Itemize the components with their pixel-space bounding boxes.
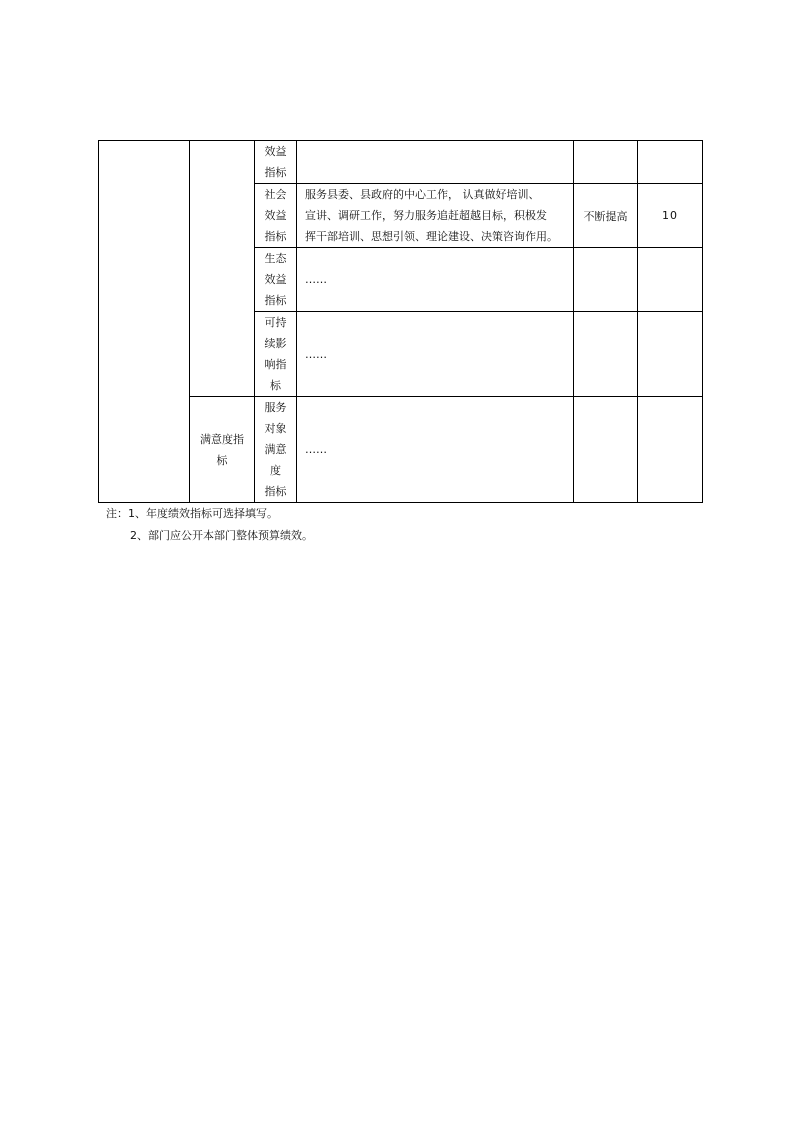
indicator-score xyxy=(638,397,703,503)
indicator-content: …… xyxy=(297,397,574,503)
table-row xyxy=(99,397,703,503)
indicator-score xyxy=(638,312,703,397)
sub-indicator-label: 社会 效益 指标 xyxy=(255,184,297,248)
footnotes xyxy=(106,503,313,547)
indicator-value: 不断提高 xyxy=(574,184,638,248)
sub-indicator-label: 服务 对象 满意 度 指标 xyxy=(255,397,297,503)
performance-indicator-table xyxy=(98,140,703,503)
indicator-value xyxy=(574,397,638,503)
indicator-value xyxy=(574,312,638,397)
table-row xyxy=(99,141,703,184)
sub-indicator-label: 效益 指标 xyxy=(255,141,297,184)
footnote-2: 2、部门应公开本部门整体预算绩效。 xyxy=(130,529,313,542)
indicator-content: …… xyxy=(297,248,574,312)
indicator-content xyxy=(297,141,574,184)
level1-cell-empty xyxy=(99,141,190,503)
level2-cell-empty xyxy=(190,141,255,397)
sub-indicator-label: 可持 续影 响指 标 xyxy=(255,312,297,397)
indicator-value xyxy=(574,248,638,312)
indicator-score xyxy=(638,248,703,312)
indicator-score: 10 xyxy=(638,184,703,248)
indicator-content: …… xyxy=(297,312,574,397)
sub-indicator-label: 生态 效益 指标 xyxy=(255,248,297,312)
footnote-1: 注：1、年度绩效指标可选择填写。 xyxy=(106,507,278,520)
indicator-content: 服务县委、县政府的中心工作， 认真做好培训、 宣讲、调研工作，努力服务追赶超越目标，积极发 挥干部培训、思想引领、理论建设、决策咨询作用。 xyxy=(297,184,574,248)
category-label: 满意度指 标 xyxy=(190,397,255,503)
indicator-score xyxy=(638,141,703,184)
indicator-value xyxy=(574,141,638,184)
